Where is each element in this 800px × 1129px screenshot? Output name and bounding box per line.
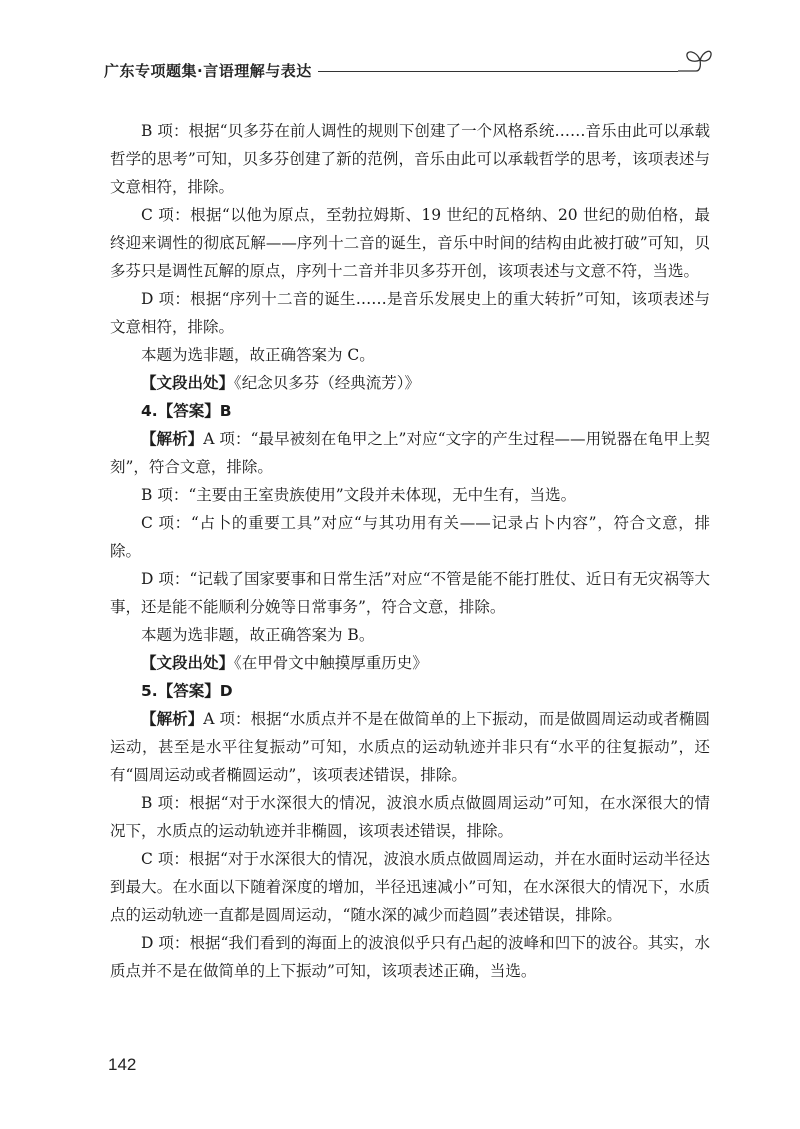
q4-analysis-b: B 项：“主要由王室贵族使用”文段并未体现，无中生有，当选。	[141, 486, 577, 504]
q4-analysis-c: C 项：“占卜的重要工具”对应“与其功用有关——记录占卜内容”，符合文意，排除。	[110, 514, 710, 560]
analysis-text: A 项：根据“水质点并不是在做简单的上下振动，而是做圆周运动或者椭圆运动，甚至是水平往复振动”可知，水质点的运动轨迹并非只有“水平的往复振动”，还有“圆周运动或者椭圆运动”，该项表述错误，排除。	[110, 710, 710, 784]
q5-analysis-b: B 项：根据“对于水深很大的情况，波浪水质点做圆周运动”可知，在水深很大的情况下，水质点的运动轨迹并非椭圆，该项表述错误，排除。	[110, 794, 710, 840]
source-title: 《在甲骨文中触摸厚重历史》	[234, 654, 428, 672]
q4-source	[110, 649, 710, 677]
answer-label: 【答案】	[157, 402, 220, 420]
q5-analysis-c: C 项：根据“对于水深很大的情况，波浪水质点做圆周运动，并在水面时运动半径达到最大。在水面以下随着深度的增加，半径迅速减小”可知，在水深很大的情况下，水质点的运动轨迹一直都是圆周运动，“随水深的减少而趋圆”表述错误，排除。	[110, 850, 710, 924]
q3-source	[110, 369, 710, 397]
q4-analysis-d: D 项：“记载了国家要事和日常生活”对应“不管是能不能打胜仗、近日有无灾祸等大事，还是能不能顺利分娩等日常事务”，符合文意，排除。	[110, 570, 710, 616]
question-number: 5.	[141, 682, 158, 700]
source-label: 【文段出处】	[141, 374, 235, 392]
answer-value: B	[219, 402, 232, 420]
analysis-label: 【解析】	[141, 430, 204, 448]
q5-analysis-d: D 项：根据“我们看到的海面上的波浪似乎只有凸起的波峰和凹下的波谷。其实，水质点并不是在做简单的上下振动”可知，该项表述正确，当选。	[110, 934, 710, 980]
q4-answer	[110, 397, 710, 425]
answer-value: D	[219, 682, 233, 700]
sprout-icon	[674, 42, 714, 78]
q3-analysis-c: C 项：根据“以他为原点，至勃拉姆斯、19 世纪的瓦格纳、20 世纪的勋伯格，最终迎来调性的彻底瓦解——序列十二音的诞生，音乐中时间的结构由此被打破”可知，贝多芬只是调性瓦解的原点，序列十二音并非贝多芬开创，该项表述与文意不符，当选。	[110, 206, 710, 280]
running-header: 广东专项题集·言语理解与表达	[104, 62, 312, 80]
source-title: 《纪念贝多芬（经典流芳）》	[234, 374, 421, 392]
q3-analysis-b: B 项：根据“贝多芬在前人调性的规则下创建了一个风格系统……音乐由此可以承载哲学的思考”可知，贝多芬创建了新的范例，音乐由此可以承载哲学的思考，该项表述与文意相符，排除。	[110, 122, 710, 196]
analysis-text: A 项：“最早被刻在龟甲之上”对应“文字的产生过程——用锐器在龟甲上契刻”，符合文意，排除。	[110, 430, 710, 476]
q5-analysis-a	[110, 705, 710, 789]
q5-answer	[110, 677, 710, 705]
question-number: 4.	[141, 402, 158, 420]
answer-label: 【答案】	[157, 682, 220, 700]
source-label: 【文段出处】	[141, 654, 235, 672]
analysis-label: 【解析】	[141, 710, 204, 728]
q3-analysis-d: D 项：根据“序列十二音的诞生……是音乐发展史上的重大转折”可知，该项表述与文意相符，排除。	[110, 290, 710, 336]
q4-conclusion: 本题为选非题，故正确答案为 B。	[141, 626, 375, 644]
q3-conclusion: 本题为选非题，故正确答案为 C。	[141, 346, 375, 364]
q4-analysis-a	[110, 425, 710, 481]
page-number: 142	[108, 1055, 137, 1074]
page-body	[110, 117, 710, 985]
header-rule	[318, 71, 678, 72]
